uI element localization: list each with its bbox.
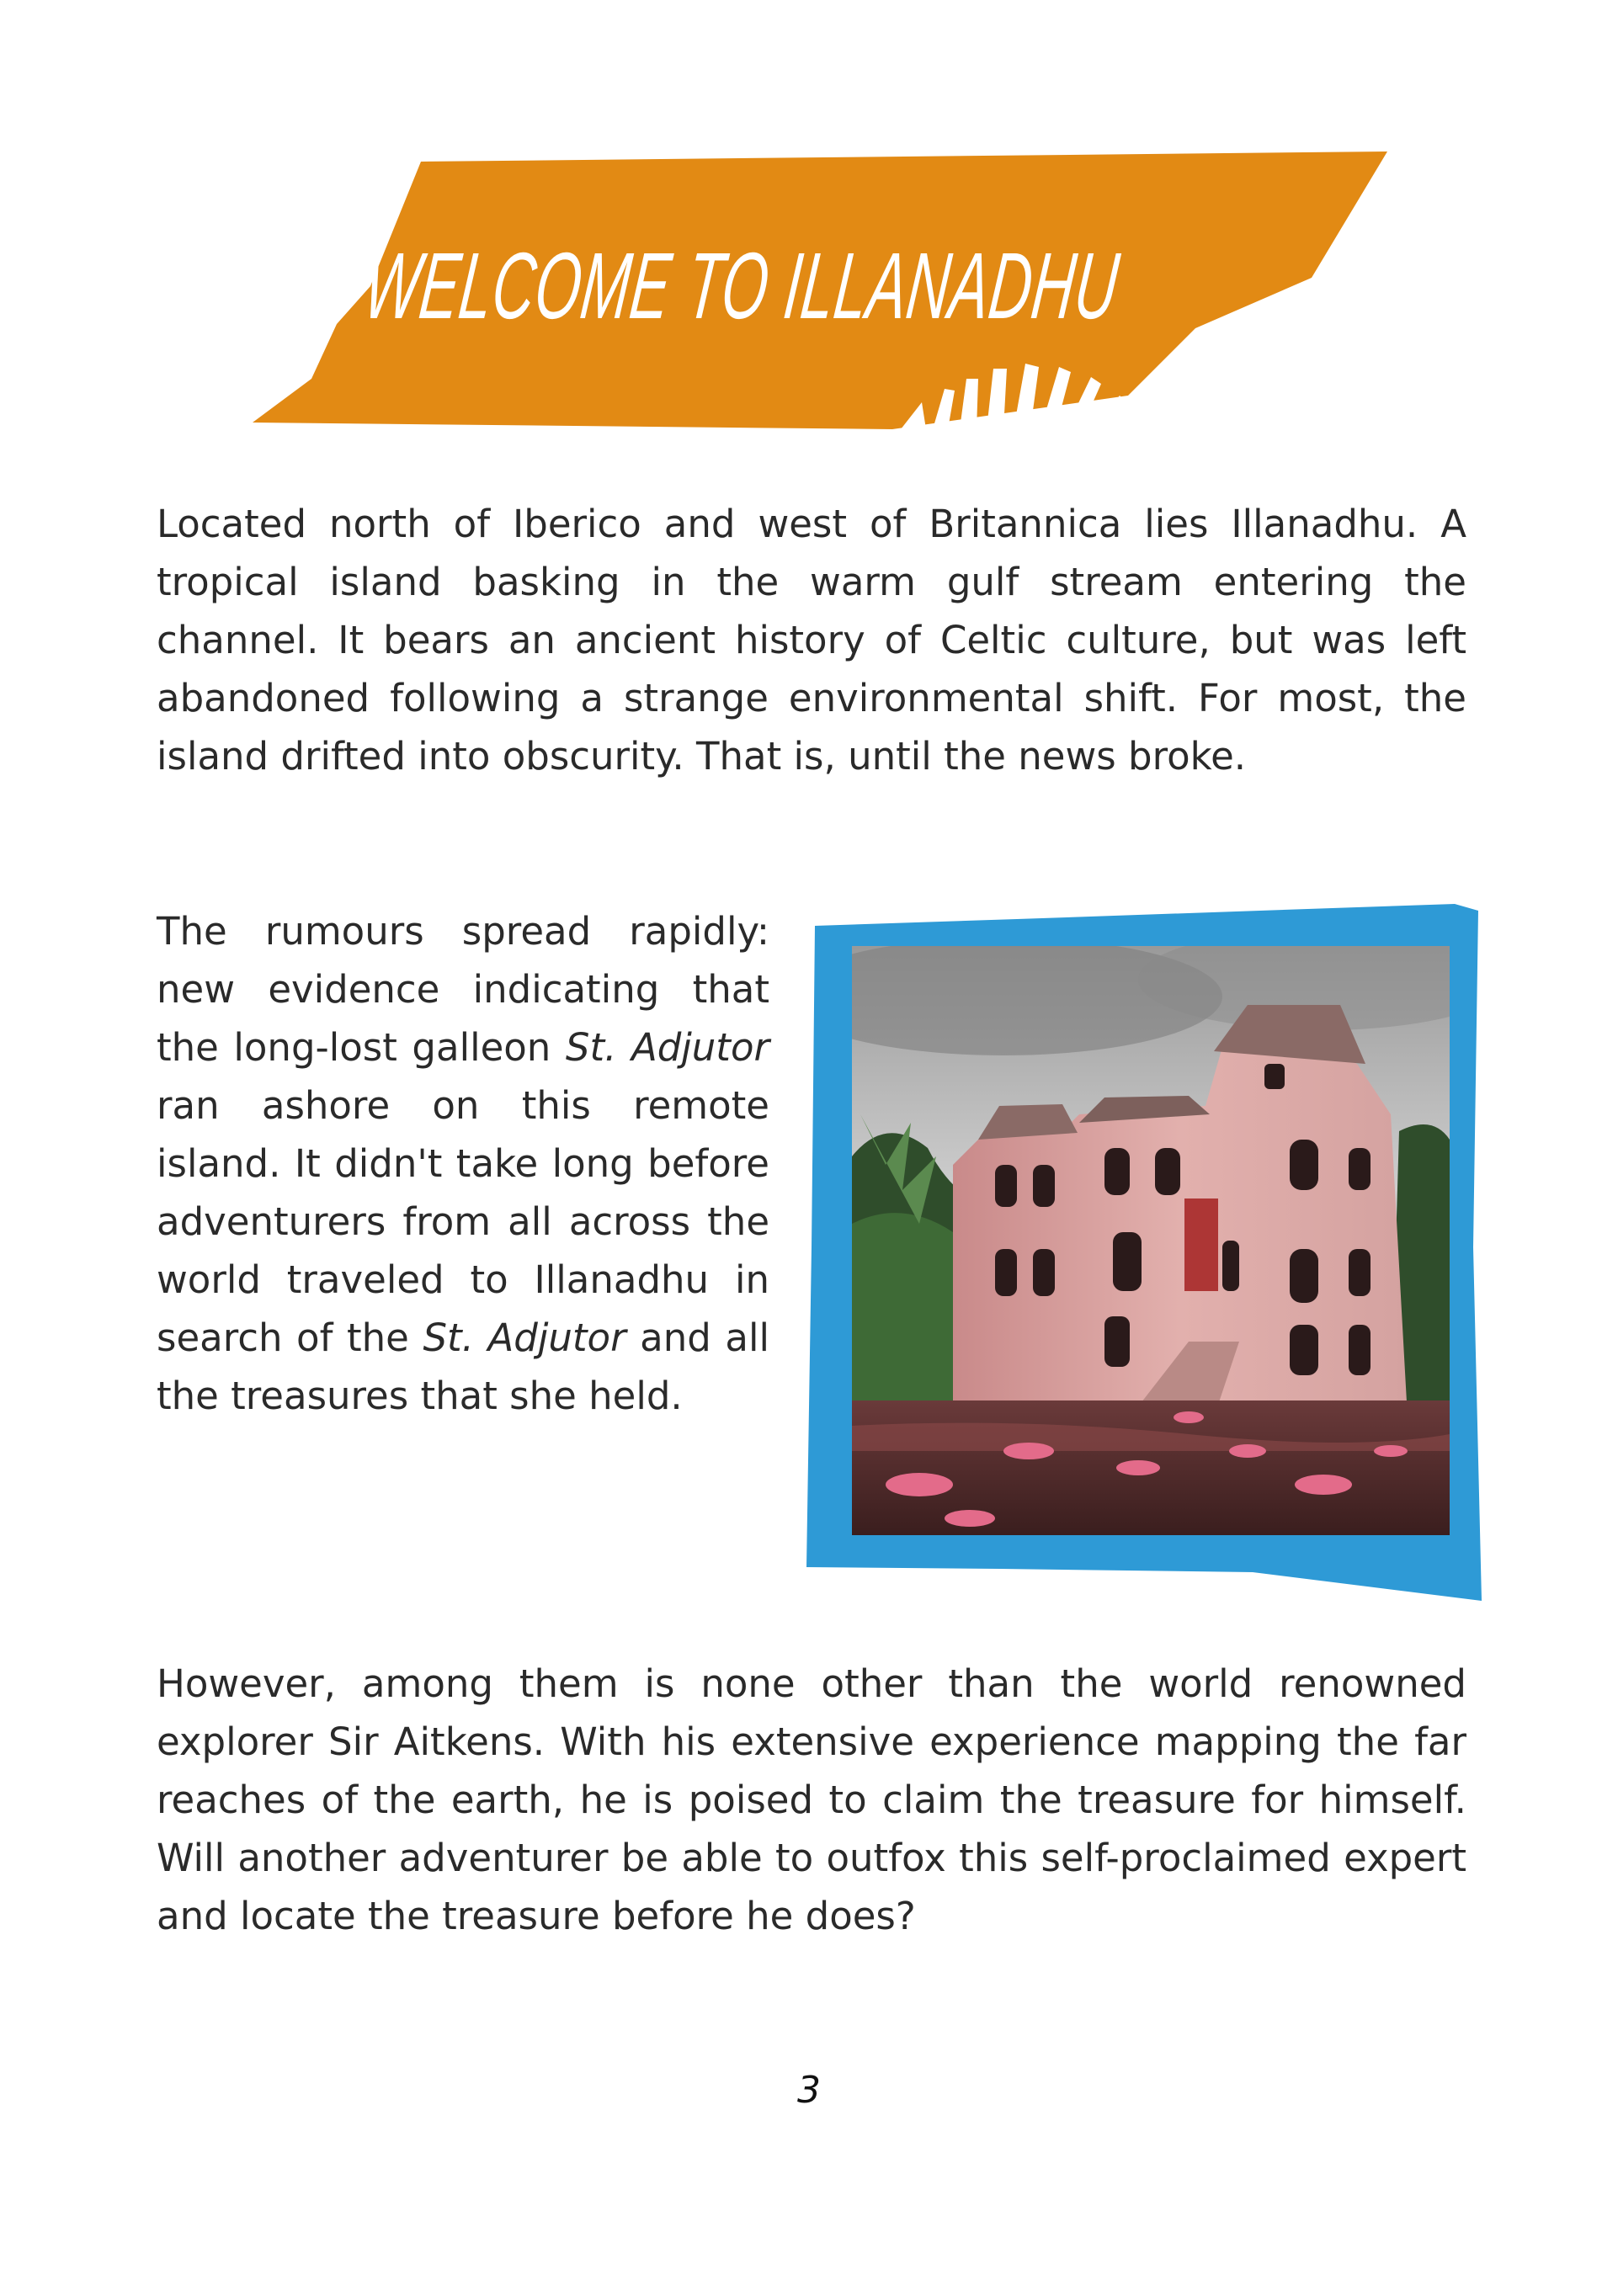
rumours-text-1: The rumours spread rapidly: new evidence indicating that the long-lost galleon bbox=[157, 909, 769, 1070]
ship-name-repeat: St. Adjutor bbox=[423, 1315, 626, 1360]
ship-name: St. Adjutor bbox=[565, 1025, 769, 1070]
rumours-text-2: ran ashore on this remote island. It didn't take long before adventurers from all across the world traveled to Illanadhu in search of the bbox=[157, 1083, 769, 1360]
rumours-paragraph bbox=[157, 902, 769, 1425]
rumours-text-3: and all the treasures that she held. bbox=[157, 1315, 769, 1418]
closing-paragraph: However, among them is none other than the world renowned explorer Sir Aitkens. With his extensive experience mapping the far reaches of the earth, he is poised to claim the treasure for himself. Will another adventurer be able to outfox this self-proclaimed expert and locate the treasure before he does? bbox=[157, 1661, 1466, 1938]
mansion-photo bbox=[852, 946, 1450, 1535]
page-number: 3 bbox=[797, 2069, 821, 2112]
intro-paragraph: Located north of Iberico and west of Britannica lies Illanadhu. A tropical island basking in the warm gulf stream entering the channel. It bears an ancient history of Celtic culture, but was left abandoned following a strange environmental shift. For most, the island drifted into obscurity. That is, until the news broke. bbox=[157, 502, 1466, 779]
page-title: WELCOME TO ILLANADHU bbox=[359, 233, 1125, 338]
mansion-photo-frame bbox=[798, 894, 1488, 1609]
title-banner bbox=[253, 151, 1397, 454]
